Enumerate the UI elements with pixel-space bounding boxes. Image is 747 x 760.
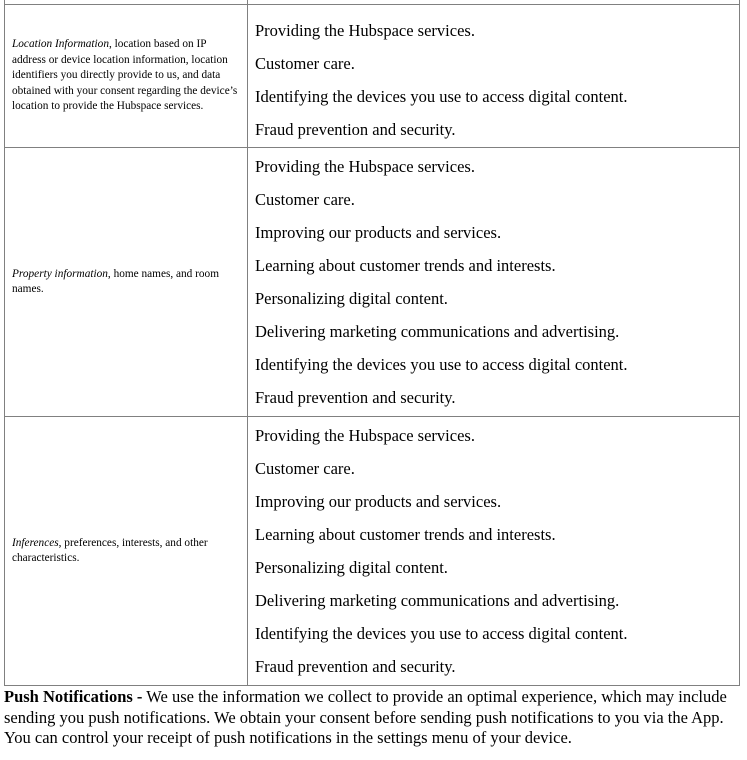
category-description: , location based on IP address or device location information, location identifiers you directly provide to us, and data obtained with your consent regarding the device’s location to provide the Hubspace services. (12, 38, 238, 113)
category-cell (5, 5, 248, 148)
use-item: Identifying the devices you use to access digital content. (255, 355, 628, 374)
use-item: Personalizing digital content. (255, 558, 448, 577)
uses-list (248, 5, 739, 147)
use-item: Delivering marketing communications and advertising. (255, 591, 620, 610)
push-notifications-text: We use the information we collect to provide an optimal experience, which may include sending you push notifications. We obtain your consent before sending push notifications to you via the App. You can control your receipt of push notifications in the settings menu of your device. (4, 687, 727, 747)
category-text (5, 37, 247, 114)
data-use-table (4, 0, 740, 686)
uses-cell (248, 417, 740, 686)
table-row-property (5, 148, 740, 417)
use-item: Fraud prevention and security. (255, 657, 456, 676)
uses-list (248, 148, 739, 416)
uses-cell (248, 148, 740, 417)
category-text (5, 536, 247, 567)
use-item: Personalizing digital content. (255, 289, 448, 308)
category-cell (5, 148, 248, 417)
use-item: Identifying the devices you use to access digital content. (255, 87, 628, 106)
use-item: Customer care. (255, 459, 355, 478)
use-item: Customer care. (255, 54, 355, 73)
push-notifications-paragraph (4, 687, 744, 749)
category-term: Location Information (12, 38, 109, 51)
use-item: Delivering marketing communications and advertising. (255, 322, 620, 341)
table-row-location (5, 5, 740, 148)
use-item: Learning about customer trends and interests. (255, 256, 556, 275)
category-term: Inferences (12, 536, 59, 549)
use-item: Improving our products and services. (255, 223, 502, 242)
category-term: Property information (12, 267, 108, 280)
uses-cell (248, 5, 740, 148)
use-item: Improving our products and services. (255, 492, 502, 511)
category-description: , home names, and room names. (12, 267, 219, 295)
category-cell (5, 417, 248, 686)
use-item: Fraud prevention and security. (255, 388, 456, 407)
uses-list (248, 417, 739, 685)
use-item: Customer care. (255, 190, 355, 209)
use-item: Learning about customer trends and interests. (255, 525, 556, 544)
use-item: Providing the Hubspace services. (255, 21, 475, 40)
table-row-inferences (5, 417, 740, 686)
use-item: Providing the Hubspace services. (255, 426, 475, 445)
use-item: Identifying the devices you use to access digital content. (255, 624, 628, 643)
use-item: Fraud prevention and security. (255, 120, 456, 139)
category-text (5, 267, 247, 298)
category-description: , preferences, interests, and other characteristics. (12, 536, 208, 564)
push-notifications-heading: Push Notifications - (4, 687, 143, 706)
use-item: Providing the Hubspace services. (255, 157, 475, 176)
